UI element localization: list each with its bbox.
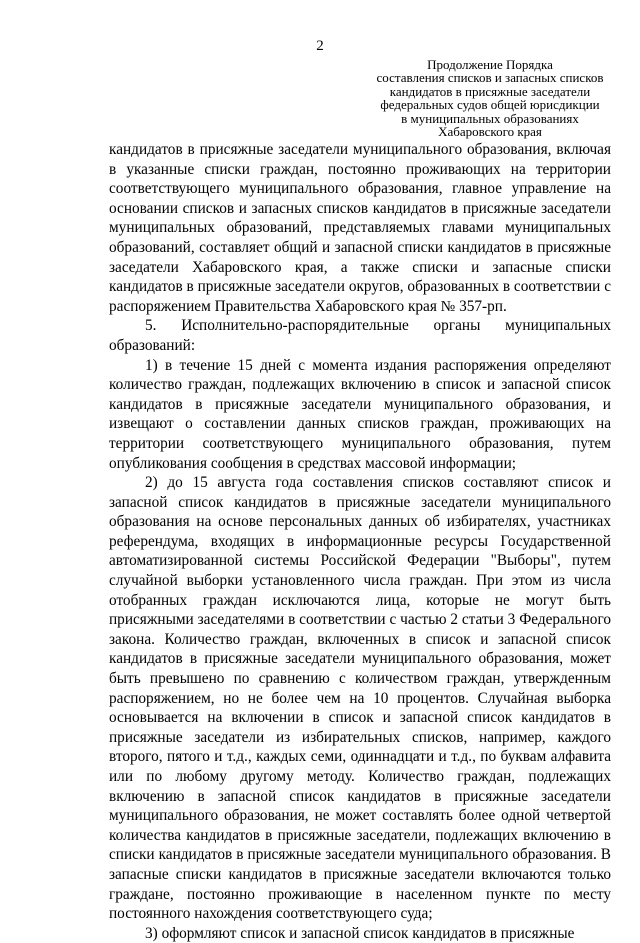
document-body [109, 140, 611, 943]
page-number: 2 [316, 38, 324, 54]
header-line: Продолжение Порядка [427, 57, 553, 72]
paragraph-subitem-3: 3) оформляют список и запасной список кандидатов в присяжные [145, 924, 575, 942]
header-line: федеральных судов общей юрисдикции [380, 97, 600, 113]
header-line: кандидатов в присяжные заседатели [389, 83, 591, 99]
paragraph-subitem-2: 2) до 15 августа года составления списков составляют список и запасной список кандидатов в присяжные заседатели муниципального образования на основе персональных данных об избирателях, участниках референдума, входящих в информационные ресурсы Государственной автоматизированной системы Российской Федерации "Выборы", путем случайной выборки установленного числа граждан. При этом из числа отобранных граждан исключаются лица, которые не могут быть присяжными заседателями в соответствии с частью 2 статьи 3 Федерального закона. Количество граждан, включенных в список и запасной список кандидатов в присяжные заседатели муниципального образования, может быть превышено по сравнению с количеством граждан, утвержденным распоряжением, но не более чем на 10 процентов. Случайная выборка основывается на включении в список и запасной список кандидатов в присяжные заседатели из избирательных списков, например, каждого второго, пятого и т.д., каждых семи, одиннадцати и т.д., по буквам алфавита или по любому другому методу. Количество граждан, подлежащих включению в запасной список кандидатов в присяжные заседатели муниципального образования, не может составлять более одной четвертой количества кандидатов в присяжные заседатели, подлежащих включению в списки кандидатов в присяжные заседатели муниципального образования. В запасные списки кандидатов в присяжные заседатели включаются только граждане, постоянно проживающие в населенном пункте по месту постоянного нахождения соответствующего суда; [109, 474, 611, 923]
paragraph-continuation: кандидатов в присяжные заседатели муниципального образования, включая в указанные списки граждан, постоянно проживающих на территории соответствующего муниципального образования, главное управление на основании списков и запасных списков кандидатов в присяжные заседатели муниципальных образований, представляемых главами муниципальных образований, составляет общий и запасной списки кандидатов в присяжные заседатели Хабаровского края, а также списки и запасные списки кандидатов в присяжные заседатели округов, образованных в соответствии с распоряжением Правительства Хабаровского края № 357-рп. [109, 141, 611, 315]
header-line: Хабаровского края [438, 124, 542, 140]
document-header [360, 58, 620, 138]
header-line: составления списков и запасных списков [376, 70, 604, 86]
paragraph-item-5: 5. Исполнительно-распорядительные органы муниципальных образований: [109, 317, 611, 354]
header-line: в муниципальных образованиях [401, 110, 579, 126]
paragraph-subitem-1: 1) в течение 15 дней с момента издания распоряжения определяют количество граждан, подлежащих включению в список и запасной список кандидатов в присяжные заседатели муниципального образования, и извещают о составлении данных списков граждан, проживающих на территории соответствующего муниципального образования, путем опубликования сообщения в средствах массовой информации; [109, 356, 611, 472]
